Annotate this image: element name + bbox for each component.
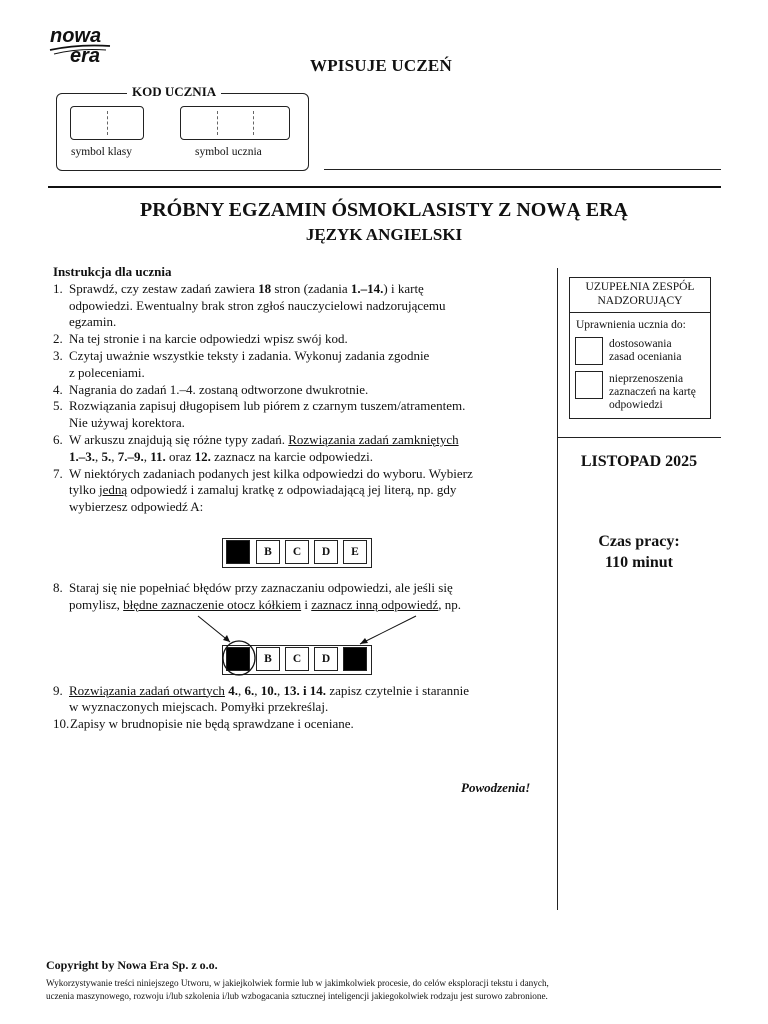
- answer-box[interactable]: C: [285, 647, 309, 671]
- powodzenia-text: Powodzenia!: [461, 780, 531, 795]
- czas-pracy: [557, 531, 721, 573]
- answer-box[interactable]: D: [314, 540, 338, 564]
- text: Czytaj uważnie wszystkie teksty i zadania. Wykonuj zadania zgodnie: [69, 347, 430, 363]
- text: W arkuszu znajdują się różne typy zadań.: [69, 431, 289, 447]
- bold-text: 13.: [283, 682, 300, 698]
- right-column-divider: [557, 268, 558, 910]
- opt2-line2: zaznaczeń na kartę: [609, 386, 696, 398]
- text: egzamin.: [69, 314, 117, 330]
- underlined-text: zaznacz inną odpowiedź: [311, 596, 439, 612]
- text: ,: [95, 448, 102, 464]
- legal-line2: uczenia maszynowego, rozwoju i/lub szkolenia i/lub wzbogacania sztucznej inteligencji jakiegokolwiek rodzaju jest surowo zabronione.: [46, 990, 548, 1001]
- answer-box-e-filled[interactable]: [343, 647, 367, 671]
- opt1-line1: dostosowania: [609, 338, 672, 350]
- symbol-ucznia-field[interactable]: [180, 106, 290, 140]
- bold-text: 11.: [150, 448, 166, 464]
- text: Sprawdź, czy zestaw zadań zawiera: [69, 280, 259, 296]
- text: zaznacz na karcie odpowiedzi.: [210, 448, 373, 464]
- logo-text-nowa: nowa: [50, 25, 102, 47]
- bold-text: i 14.: [302, 682, 327, 698]
- answer-box[interactable]: E: [343, 540, 367, 564]
- correction-circle-icon: [221, 639, 257, 677]
- text: Nagrania do zadań 1.–4. zostaną odtworzone dwukrotnie.: [69, 381, 369, 397]
- text: Na tej stronie i na karcie odpowiedzi wpisz swój kod.: [69, 331, 348, 347]
- instructions-title: Instrukcja dla ucznia: [53, 264, 172, 279]
- text: ,: [237, 682, 245, 698]
- dostosowania-checkbox[interactable]: [575, 337, 603, 365]
- nieprzenoszenia-checkbox[interactable]: [575, 371, 603, 399]
- item-number: 5.: [53, 398, 63, 414]
- item-number: 1.: [53, 280, 63, 296]
- item-number: 4.: [53, 381, 63, 397]
- symbol-klasy-label: symbol klasy: [71, 146, 133, 158]
- answer-box[interactable]: B: [256, 540, 280, 564]
- bold-text: 1.–3.: [69, 448, 95, 464]
- instruction-item-10: [53, 716, 553, 733]
- underlined-text: Rozwiązania zadań zamkniętych: [288, 431, 459, 447]
- underlined-text: jedną: [98, 482, 128, 498]
- legal-line1: Wykorzystywanie treści niniejszego Utworu, w jakiejkolwiek formie lub w jakimkolwiek procesie, do celów eksploracji tekstu i danych,: [46, 978, 549, 988]
- instruction-item-2: [53, 331, 553, 348]
- right-column-rule: [557, 437, 721, 438]
- bold-text: 18: [258, 280, 272, 296]
- text: ,: [276, 682, 284, 698]
- instruction-item-1: [53, 281, 553, 331]
- text: i: [301, 596, 312, 612]
- wpisuje-uczen-heading: WPISUJE UCZEŃ: [310, 56, 452, 75]
- zespol-nadzorujacy-heading: [569, 277, 711, 313]
- answer-box[interactable]: D: [314, 647, 338, 671]
- symbol-ucznia-label: symbol ucznia: [195, 146, 262, 158]
- text: odpowiedź i zamaluj kratkę z odpowiadającą jej literą, np. gdy: [127, 482, 457, 498]
- copyright: Copyright by Nowa Era Sp. z o.o.: [46, 958, 218, 972]
- answer-box[interactable]: C: [285, 540, 309, 564]
- opt1-line2: zasad oceniania: [609, 351, 682, 363]
- logo-text-era: era: [70, 45, 101, 67]
- czas-line1: Czas pracy:: [598, 533, 680, 550]
- item-number: 6.: [53, 431, 63, 447]
- exam-subject: JĘZYK ANGIELSKI: [305, 225, 463, 244]
- answer-box-a-filled[interactable]: [226, 540, 250, 564]
- text: ) i kartę: [383, 280, 424, 296]
- legal-notice: [46, 977, 686, 1002]
- nieprzenoszenia-label: [609, 373, 696, 412]
- instruction-item-9: [53, 683, 553, 717]
- text: ,: [111, 448, 118, 464]
- text: W niektórych zadaniach podanych jest kilka odpowiedzi do wyboru. Wybierz: [69, 465, 473, 481]
- opt2-line3: odpowiedzi: [609, 399, 663, 411]
- text: zapisz czytelnie i starannie: [326, 682, 469, 698]
- answer-box[interactable]: B: [256, 647, 280, 671]
- bold-text: 4.: [228, 682, 238, 698]
- text: ,: [143, 448, 151, 464]
- item-number: 10.: [53, 716, 70, 732]
- bold-text: 6.: [244, 682, 255, 698]
- underlined-text: błędne zaznaczenie otocz kółkiem: [123, 596, 302, 612]
- text: tylko: [69, 482, 99, 498]
- item-number: 7.: [53, 465, 63, 481]
- text: w wyznaczonych miejscach. Pomyłki przekreślaj.: [69, 699, 329, 715]
- kod-ucznia-title: KOD UCZNIA: [127, 84, 221, 100]
- text: Rozwiązania zapisuj długopisem lub piórem z czarnym tuszem/atramentem.: [69, 398, 466, 414]
- bold-text: 5.: [101, 448, 112, 464]
- exam-date: LISTOPAD 2025: [580, 453, 698, 470]
- zespol-heading-line1: UZUPEŁNIA ZESPÓŁ: [585, 281, 695, 293]
- text: z poleceniami.: [69, 364, 145, 380]
- text: Zapisy w brudnopisie nie będą sprawdzane i oceniane.: [70, 716, 354, 732]
- instruction-item-3: [53, 348, 553, 382]
- item-number: 2.: [53, 331, 63, 347]
- bold-text: 1.–14.: [350, 280, 384, 296]
- item-number: 9.: [53, 682, 63, 698]
- bold-text: 10.: [260, 682, 277, 698]
- instruction-item-7: [53, 466, 553, 516]
- zespol-heading-line2: NADZORUJĄCY: [597, 295, 683, 307]
- text: oraz: [165, 448, 195, 464]
- instruction-item-5: [53, 398, 553, 432]
- text: ,: [254, 682, 261, 698]
- dostosowania-label: [609, 338, 681, 364]
- instruction-item-8: [53, 580, 553, 614]
- uprawnienia-label: Uprawnienia ucznia do:: [576, 319, 686, 331]
- opt2-line1: nieprzenoszenia: [609, 373, 684, 385]
- instruction-item-4: [53, 382, 553, 399]
- item-number: 8.: [53, 579, 63, 595]
- text: wybierzesz odpowiedź A:: [69, 499, 204, 515]
- text: Nie używaj korektora.: [69, 415, 185, 431]
- bold-text: 12.: [194, 448, 211, 464]
- text: stron (zadania: [271, 280, 351, 296]
- header-divider: [48, 186, 721, 188]
- symbol-klasy-field[interactable]: [70, 106, 144, 140]
- name-entry-line[interactable]: [324, 169, 721, 170]
- exam-title: PRÓBNY EGZAMIN ÓSMOKLASISTY Z NOWĄ ERĄ: [139, 199, 629, 221]
- text: odpowiedzi. Ewentualny brak stron zgłoś nauczycielowi nadzorującemu: [69, 297, 446, 313]
- text: pomylisz,: [69, 596, 124, 612]
- instruction-item-6: [53, 432, 553, 466]
- czas-line2: 110 minut: [604, 554, 673, 571]
- nowa-era-logo: [48, 22, 118, 72]
- bold-text: 7.–9.: [117, 448, 144, 464]
- item-number: 3.: [53, 347, 63, 363]
- text: Staraj się nie popełniać błędów przy zaznaczaniu odpowiedzi, ale jeśli się: [69, 579, 453, 595]
- text: , np.: [438, 596, 462, 612]
- underlined-text: Rozwiązania zadań otwartych: [69, 682, 225, 698]
